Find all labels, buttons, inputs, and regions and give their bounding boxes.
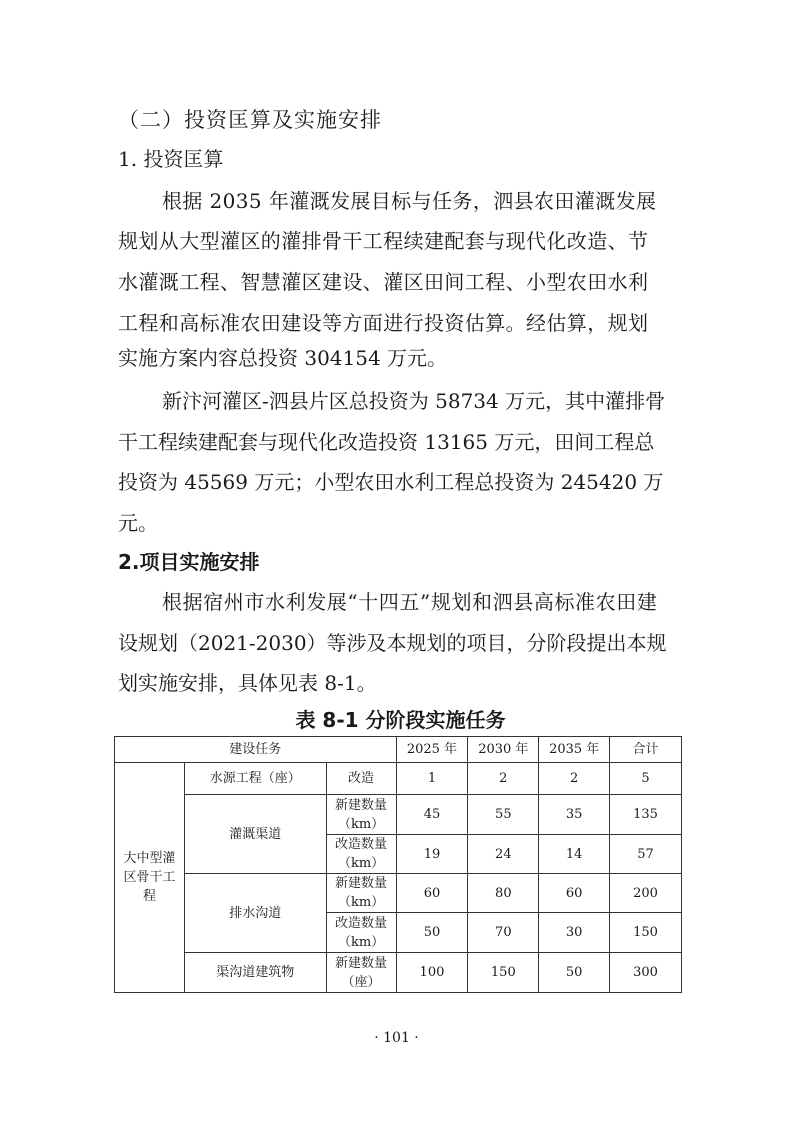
header-cell: 合计 (610, 737, 682, 763)
measure-cell: 新建数量（km） (326, 874, 396, 913)
value-cell: 35 (539, 795, 610, 835)
item-cell: 水源工程（座） (184, 763, 326, 795)
table-header-row (115, 737, 682, 763)
paragraph-line: 划实施安排，具体见表 8-1。 (118, 671, 377, 695)
group-label-cell: 大中型灌区骨干工程 (115, 763, 185, 993)
item-cell: 灌溉渠道 (184, 795, 326, 874)
table-row (115, 795, 682, 835)
value-cell: 14 (539, 835, 610, 874)
value-cell: 2 (468, 763, 539, 795)
table-row (115, 953, 682, 993)
page-number: · 101 · (374, 1030, 419, 1046)
section-heading: （二）投资匡算及实施安排 (118, 108, 382, 132)
measure-cell: 改造数量（km） (326, 913, 396, 953)
measure-cell: 改造数量（km） (326, 835, 396, 874)
paragraph-line: 元。 (118, 511, 158, 535)
value-cell: 200 (610, 874, 682, 913)
paragraph-line: 根据宿州市水利发展“十四五”规划和泗县高标准农田建 (162, 590, 658, 614)
value-cell: 55 (468, 795, 539, 835)
paragraph-line: 干工程续建配套与现代化改造投资 13165 万元，田间工程总 (118, 430, 655, 454)
value-cell: 60 (539, 874, 610, 913)
value-cell: 80 (468, 874, 539, 913)
header-cell: 建设任务 (115, 737, 397, 763)
task-table (114, 736, 682, 993)
paragraph-line: 投资为 45569 万元；小型农田水利工程总投资为 245420 万 (118, 470, 664, 494)
table-row (115, 763, 682, 795)
value-cell: 150 (468, 953, 539, 993)
value-cell: 45 (396, 795, 468, 835)
value-cell: 1 (396, 763, 468, 795)
value-cell: 50 (396, 913, 468, 953)
value-cell: 70 (468, 913, 539, 953)
measure-cell: 新建数量（座） (326, 953, 396, 993)
value-cell: 19 (396, 835, 468, 874)
value-cell: 100 (396, 953, 468, 993)
paragraph-line: 规划从大型灌区的灌排骨干工程续建配套与现代化改造、节 (118, 229, 649, 253)
paragraph-line: 工程和高标准农田建设等方面进行投资估算。经估算，规划 (118, 311, 649, 335)
measure-cell: 新建数量（km） (326, 795, 396, 835)
value-cell: 150 (610, 913, 682, 953)
value-cell: 30 (539, 913, 610, 953)
value-cell: 60 (396, 874, 468, 913)
header-cell: 2025 年 (396, 737, 468, 763)
paragraph-line: 水灌溉工程、智慧灌区建设、灌区田间工程、小型农田水利 (118, 270, 649, 294)
value-cell: 24 (468, 835, 539, 874)
paragraph-line: 设规划（2021-2030）等涉及本规划的项目，分阶段提出本规 (118, 631, 667, 655)
paragraph-line: 根据 2035 年灌溉发展目标与任务，泗县农田灌溉发展 (162, 189, 657, 213)
value-cell: 135 (610, 795, 682, 835)
header-cell: 2030 年 (468, 737, 539, 763)
table-row (115, 874, 682, 913)
value-cell: 2 (539, 763, 610, 795)
value-cell: 5 (610, 763, 682, 795)
subsection-heading-investment: 1. 投资匡算 (118, 147, 224, 171)
item-cell: 渠沟道建筑物 (184, 953, 326, 993)
subsection-heading-implementation: 2.项目实施安排 (118, 550, 260, 574)
value-cell: 50 (539, 953, 610, 993)
paragraph-line: 新汴河灌区-泗县片区总投资为 58734 万元，其中灌排骨 (162, 389, 666, 413)
paragraph-line: 实施方案内容总投资 304154 万元。 (118, 346, 448, 370)
value-cell: 57 (610, 835, 682, 874)
measure-cell: 改造 (326, 763, 396, 795)
item-cell: 排水沟道 (184, 874, 326, 953)
header-cell: 2035 年 (539, 737, 610, 763)
value-cell: 300 (610, 953, 682, 993)
table-caption: 表 8-1 分阶段实施任务 (295, 708, 506, 732)
